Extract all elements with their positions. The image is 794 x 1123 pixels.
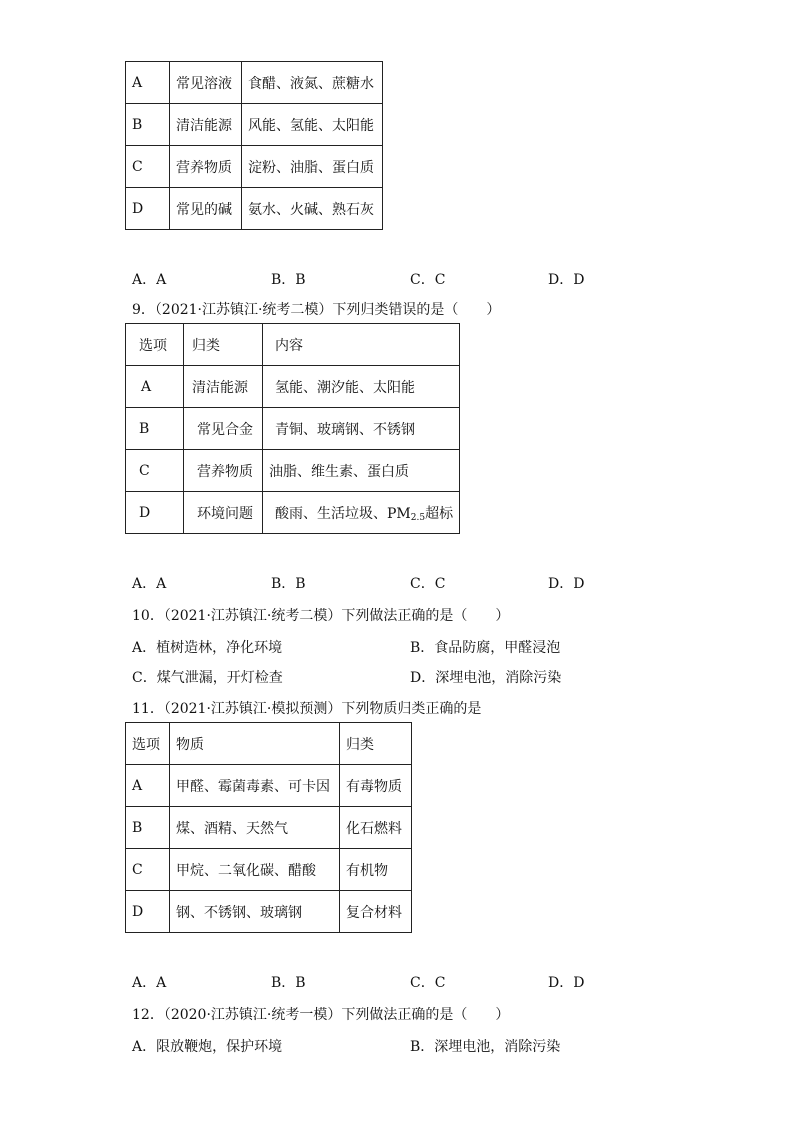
table-cell: 营养物质 [184, 450, 263, 492]
table-row [126, 849, 412, 891]
table-cell: 淀粉、油脂、蛋白质 [242, 146, 383, 188]
cell-text: 超标 [425, 505, 454, 522]
table-cell: 化石燃料 [340, 807, 412, 849]
table-cell: 常见溶液 [170, 62, 242, 104]
q11-table [125, 722, 412, 933]
cell-text: 酸雨、生活垃圾、PM [275, 505, 411, 522]
table-cell: 常见合金 [184, 408, 263, 450]
table-row [126, 62, 383, 104]
table-cell: 食醋、液氮、蔗糖水 [242, 62, 383, 104]
table-row [126, 492, 460, 534]
table-cell: 钢、不锈钢、玻璃钢 [170, 891, 340, 933]
option-a[interactable]: A．植树造林，净化环境 [132, 640, 283, 656]
table-row [126, 366, 460, 408]
option-b[interactable]: B．B [271, 576, 306, 592]
option-a[interactable]: A．A [132, 272, 167, 288]
table-cell: C [126, 146, 170, 188]
table-cell: 煤、酒精、天然气 [170, 807, 340, 849]
table-row [126, 408, 460, 450]
option-b[interactable]: B．B [271, 272, 306, 288]
q12-stem: 12．（2020·江苏镇江·统考一模）下列做法正确的是（ ） [132, 1007, 510, 1023]
table-cell: 青铜、玻璃钢、不锈钢 [263, 408, 460, 450]
table-cell: D [126, 188, 170, 230]
table-cell: 环境问题 [184, 492, 263, 534]
option-c[interactable]: C．C [410, 272, 446, 288]
table-cell: B [126, 104, 170, 146]
table-cell: 氢能、潮汐能、太阳能 [263, 366, 460, 408]
table-cell: D [126, 492, 184, 534]
option-d[interactable]: D．D [548, 272, 585, 288]
table-cell: A [126, 765, 170, 807]
table-header-row [126, 723, 412, 765]
q9-stem: 9．（2021·江苏镇江·统考二模）下列归类错误的是（ ） [132, 302, 501, 318]
option-a[interactable]: A．限放鞭炮，保护环境 [132, 1039, 283, 1055]
table-cell [263, 492, 460, 534]
table-row [126, 188, 383, 230]
table-cell: 氨水、火碱、熟石灰 [242, 188, 383, 230]
table-cell: B [126, 408, 184, 450]
table-cell: 风能、氢能、太阳能 [242, 104, 383, 146]
table-row [126, 765, 412, 807]
table-cell: 复合材料 [340, 891, 412, 933]
option-d[interactable]: D．D [548, 576, 585, 592]
table-header-cell: 内容 [263, 324, 460, 366]
q11-stem: 11．（2021·江苏镇江·模拟预测）下列物质归类正确的是 [132, 701, 482, 717]
table-header-cell: 选项 [126, 723, 170, 765]
option-d[interactable]: D．深埋电池，消除污染 [410, 670, 562, 686]
table-row [126, 450, 460, 492]
q8-table [125, 61, 383, 230]
option-b[interactable]: B．B [271, 975, 306, 991]
table-header-row [126, 324, 460, 366]
table-cell: 清洁能源 [184, 366, 263, 408]
table-cell: 油脂、维生素、蛋白质 [263, 450, 460, 492]
table-row [126, 807, 412, 849]
subscript: 2.5 [410, 512, 426, 523]
table-cell: 甲醛、霉菌毒素、可卡因 [170, 765, 340, 807]
table-cell: 甲烷、二氧化碳、醋酸 [170, 849, 340, 891]
table-cell: C [126, 849, 170, 891]
option-a[interactable]: A．A [132, 576, 167, 592]
q9-table [125, 323, 460, 534]
table-cell: 营养物质 [170, 146, 242, 188]
table-header-cell: 选项 [126, 324, 184, 366]
option-d[interactable]: D．D [548, 975, 585, 991]
table-cell: 清洁能源 [170, 104, 242, 146]
option-c[interactable]: C．C [410, 975, 446, 991]
table-header-cell: 物质 [170, 723, 340, 765]
q10-stem: 10．（2021·江苏镇江·统考二模）下列做法正确的是（ ） [132, 608, 510, 624]
option-a[interactable]: A．A [132, 975, 167, 991]
table-header-cell: 归类 [340, 723, 412, 765]
table-cell: B [126, 807, 170, 849]
table-cell: C [126, 450, 184, 492]
table-cell: A [126, 366, 184, 408]
table-cell: 有机物 [340, 849, 412, 891]
table-cell: 常见的碱 [170, 188, 242, 230]
option-b[interactable]: B．深埋电池，消除污染 [410, 1039, 561, 1055]
table-cell: A [126, 62, 170, 104]
table-cell: 有毒物质 [340, 765, 412, 807]
option-c[interactable]: C．煤气泄漏，开灯检查 [132, 670, 283, 686]
table-row [126, 104, 383, 146]
option-b[interactable]: B．食品防腐，甲醛浸泡 [410, 640, 561, 656]
table-row [126, 891, 412, 933]
option-c[interactable]: C．C [410, 576, 446, 592]
table-row [126, 146, 383, 188]
table-cell: D [126, 891, 170, 933]
table-header-cell: 归类 [184, 324, 263, 366]
